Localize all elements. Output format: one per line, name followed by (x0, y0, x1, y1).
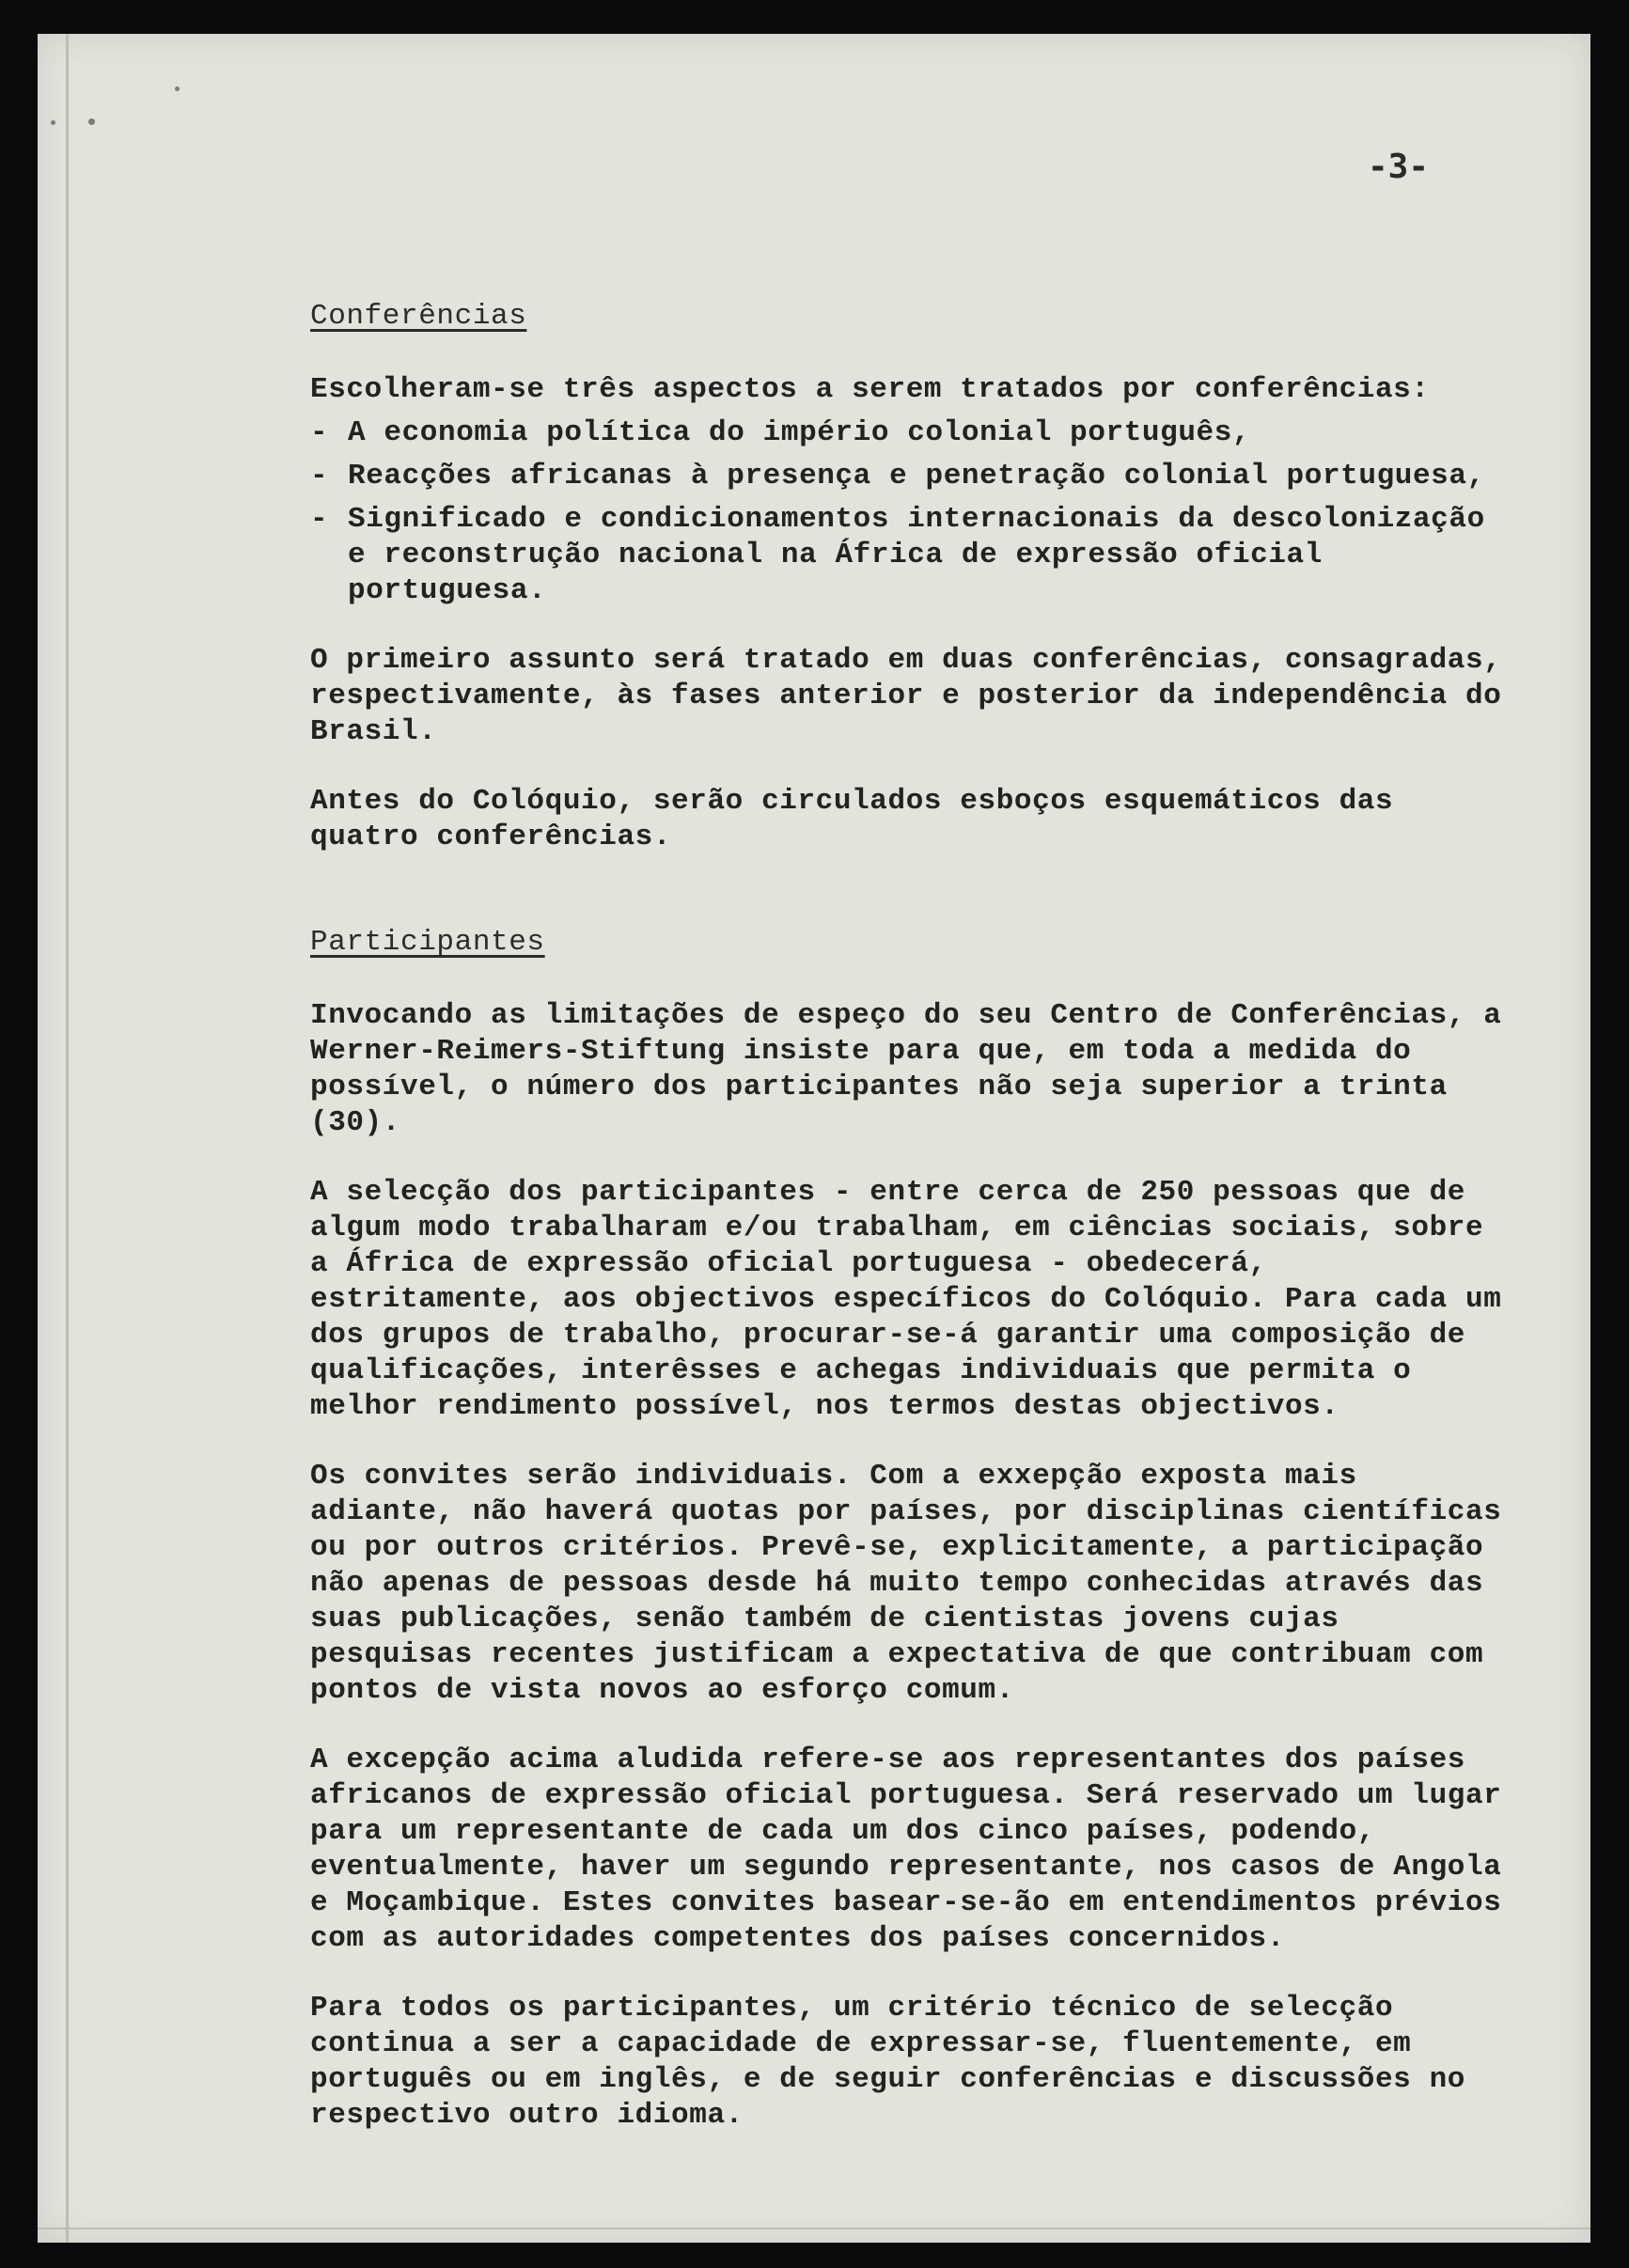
conferencias-intro: Escolheram-se três aspectos a serem tratados por conferências: (310, 373, 1430, 406)
paragraph: A excepção acima aludida refere-se aos representantes dos países africanos de expressão oficial portuguesa. Será reservado um lugar para um representante de cada um dos cinco países, podendo, eventualmente, haver um segundo representante, nos casos de Angola e Moçambique. Estes convites basear-se-ão em entendimentos prévios com as autoridades competentes dos países concernidos. (310, 1744, 1502, 1955)
section-participantes (310, 925, 1504, 2134)
document-body (310, 299, 1504, 2167)
paragraph: Os convites serão individuais. Com a exxepção exposta mais adiante, não haverá quotas por países, por disciplinas científicas ou por outros critérios. Prevê-se, explicitamente, a participação não apenas de pessoas desde há muito tempo conhecidas através das suas publicações, senão também de cientistas jovens cujas pesquisas recentes justificam a expectativa de que contribuam com pontos de vista novos ao esforço comum. (310, 1460, 1502, 1707)
aspect-text: Significado e condicionamentos internacionais da descolonização e reconstrução nacional na África de expressão oficial portuguesa. (348, 503, 1485, 607)
paragraph: Para todos os participantes, um critério técnico de selecção continua a ser a capacidade de expressar-se, fluentemente, em português ou em inglês, e de seguir conferências e discussões no respectivo outro idioma. (310, 1992, 1465, 2132)
paragraph: A selecção dos participantes - entre cerca de 250 pessoas que de algum modo trabalharam e/ou trabalham, em ciências sociais, sobre a África de expressão oficial portuguesa - obedecerá, estritamente, aos objectivos específicos do Colóquio. Para cada um dos grupos de trabalho, procurar-se-á garantir uma composição de qualificações, interêsses e achegas individuais que permita o melhor rendimento possível, nos termos destas objectivos. (310, 1176, 1502, 1423)
dash-marker: - (310, 460, 329, 493)
ink-spot (51, 120, 55, 125)
aspect-item (310, 415, 1504, 451)
dash-marker: - (310, 416, 329, 449)
section-heading: Participantes (310, 926, 545, 959)
paragraph: O primeiro assunto será tratado em duas conferências, consagradas, respectivamente, às fases anterior e posterior da independência do Brasil. (310, 644, 1502, 748)
aspect-list (310, 415, 1504, 609)
ink-spot (175, 86, 180, 91)
aspect-item (310, 502, 1504, 609)
aspect-item (310, 459, 1504, 494)
page-number: -3- (1367, 148, 1429, 186)
paragraph: Invocando as limitações de espeço do seu Centro de Conferências, a Werner-Reimers-Stiftung insiste para que, em toda a medida do possível, o número dos participantes não seja superior a trinta (30). (310, 999, 1502, 1139)
left-edge-line (66, 34, 69, 2243)
aspect-text: A economia política do império colonial português, (348, 416, 1251, 449)
ink-spot (88, 118, 95, 125)
bottom-edge-line (38, 2228, 1590, 2229)
paragraph: Antes do Colóquio, serão circulados esboços esquemáticos das quatro conferências. (310, 785, 1394, 853)
dash-marker: - (310, 503, 329, 536)
aspect-text: Reacções africanas à presença e penetração colonial portuguesa, (348, 460, 1485, 493)
section-conferencias (310, 299, 1504, 855)
section-heading: Conferências (310, 300, 527, 333)
